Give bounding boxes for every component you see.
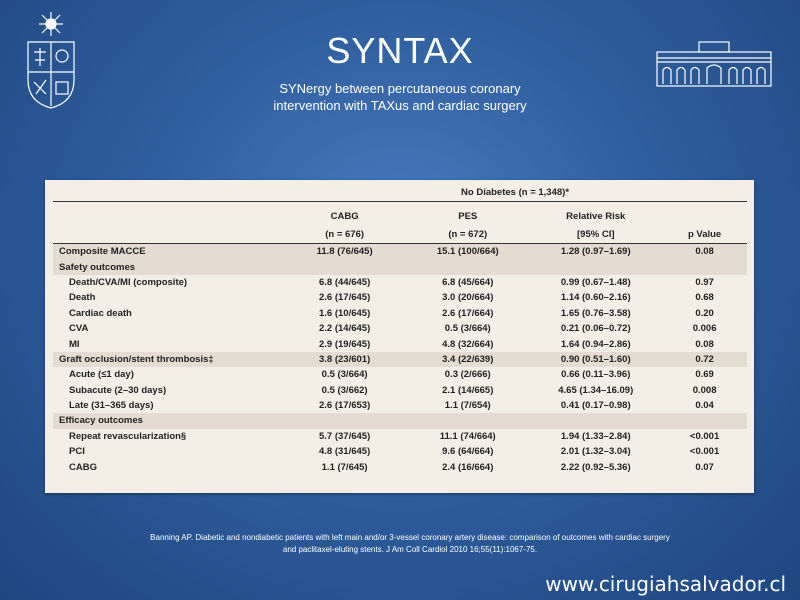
cell-cabg: 2.9 (19/645) [319, 338, 371, 350]
col-header-pes: PES [458, 211, 478, 222]
cell-pes: 9.6 (64/664) [442, 446, 494, 458]
cell-rr: 4.65 (1.34–16.09) [558, 384, 634, 396]
cell-p: 0.68 [695, 292, 714, 304]
section-label: Efficacy outcomes [53, 413, 283, 428]
cell-p: <0.001 [689, 430, 720, 442]
table-section-row [53, 413, 747, 428]
cell-rr: 2.22 (0.92–5.36) [560, 461, 631, 473]
cell-pes: 2.4 (16/664) [442, 461, 494, 473]
row-label: MI [69, 338, 80, 350]
cell-pes: 6.8 (45/664) [442, 276, 494, 288]
table-section-row [53, 259, 747, 274]
cell-cabg: 3.8 (23/601) [283, 352, 406, 367]
cell-cabg [283, 413, 406, 428]
cell-rr: 0.21 (0.06–0.72) [560, 323, 631, 335]
cell-pes: 3.0 (20/664) [442, 292, 494, 304]
table-row [53, 444, 747, 459]
row-label: PCI [69, 446, 85, 458]
cell-cabg: 1.1 (7/645) [321, 461, 368, 473]
table-row [53, 306, 747, 321]
table-row [53, 321, 747, 336]
cell-rr: 1.94 (1.33–2.84) [560, 430, 631, 442]
cell-pes [406, 259, 529, 274]
subtitle-line-1: SYNergy between percutaneous coronary [279, 81, 521, 96]
cell-rr: 1.14 (0.60–2.16) [560, 292, 631, 304]
table-row [53, 367, 747, 382]
row-label: Acute (≤1 day) [69, 369, 134, 381]
subtitle-line-2: intervention with TAXus and cardiac surgery [273, 98, 527, 113]
cell-cabg: 6.8 (44/645) [319, 276, 371, 288]
table-group-header-row [53, 183, 747, 202]
cell-rr: 1.64 (0.94–2.86) [560, 338, 631, 350]
cell-p: 0.008 [692, 384, 717, 396]
table-row [53, 429, 747, 444]
citation-line-1: Banning AP. Diabetic and nondiabetic patients with left main and/or 3-vessel coronary artery disease: comparison of outcomes with cardiac surgery [150, 533, 670, 542]
citation-line-2: and paclitaxel-eluting stents. J Am Coll Cardiol 2010 16;55(11):1067-75. [282, 545, 538, 554]
row-label: Composite MACCE [53, 244, 283, 260]
cell-rr: 2.01 (1.32–3.04) [560, 446, 631, 458]
cell-cabg: 4.8 (31/645) [319, 446, 371, 458]
row-label: Repeat revascularization§ [69, 430, 187, 442]
cell-p: 0.07 [695, 461, 714, 473]
col-subheader-cabg: (n = 676) [283, 225, 406, 244]
cell-cabg: 11.8 (76/645) [283, 244, 406, 260]
cell-rr: 0.41 (0.17–0.98) [560, 400, 631, 412]
table-row [53, 383, 747, 398]
cell-cabg: 1.6 (10/645) [319, 307, 371, 319]
cell-p: 0.72 [662, 352, 747, 367]
cell-pes: 15.1 (100/664) [406, 244, 529, 260]
cell-p: 0.04 [695, 400, 714, 412]
cell-p: <0.001 [689, 446, 720, 458]
cell-p: 0.20 [695, 307, 714, 319]
cell-cabg [283, 259, 406, 274]
cell-p: 0.69 [695, 369, 714, 381]
cell-rr [529, 259, 662, 274]
cell-cabg: 5.7 (37/645) [319, 430, 371, 442]
table-row [53, 398, 747, 413]
cell-rr: 0.90 (0.51–1.60) [529, 352, 662, 367]
cell-cabg: 2.6 (17/653) [319, 400, 371, 412]
col-subheader-pes: (n = 672) [406, 225, 529, 244]
cell-rr: 1.28 (0.97–1.69) [529, 244, 662, 260]
section-label: Safety outcomes [53, 259, 283, 274]
cell-pes: 0.3 (2/666) [444, 369, 491, 381]
table-row [53, 459, 747, 474]
row-label: Death/CVA/MI (composite) [69, 276, 188, 288]
table-header-row-1 [53, 202, 747, 226]
cell-pes: 0.5 (3/664) [444, 323, 491, 335]
cell-pes: 2.1 (14/665) [442, 384, 494, 396]
cell-pes: 1.1 (7/654) [444, 400, 491, 412]
website-url: www.cirugiahsalvador.cl [545, 572, 786, 596]
cell-p [662, 413, 747, 428]
slide-title: SYNTAX [326, 30, 474, 71]
cell-rr: 0.99 (0.67–1.48) [560, 276, 631, 288]
cell-p: 0.006 [692, 323, 717, 335]
col-subheader-ci: [95% CI] [529, 225, 662, 244]
cell-cabg: 0.5 (3/664) [321, 369, 368, 381]
col-header-blank [662, 202, 747, 226]
table-header-row-2 [53, 225, 747, 244]
cell-rr [529, 413, 662, 428]
cell-pes [406, 413, 529, 428]
cell-p: 0.08 [695, 338, 714, 350]
col-header-cabg: CABG [330, 211, 359, 222]
row-label: CABG [69, 461, 97, 473]
citation-caption [70, 532, 750, 556]
cell-pes: 2.6 (17/664) [442, 307, 494, 319]
col-header-relative-risk: Relative Risk [566, 211, 626, 222]
cell-cabg: 0.5 (3/662) [321, 384, 368, 396]
cell-pes: 3.4 (22/639) [406, 352, 529, 367]
col-header-p-value: p Value [662, 225, 747, 244]
outcomes-table [53, 183, 747, 475]
cell-rr: 1.65 (0.76–3.58) [560, 307, 631, 319]
row-label: Late (31–365 days) [69, 400, 154, 412]
cell-pes: 11.1 (74/664) [439, 430, 496, 442]
row-label: Subacute (2–30 days) [69, 384, 167, 396]
cell-cabg: 2.2 (14/645) [319, 323, 371, 335]
cell-rr: 0.66 (0.11–3.96) [561, 369, 631, 381]
row-label: CVA [69, 323, 89, 335]
row-label: Graft occlusion/stent thrombosis‡ [53, 352, 283, 367]
outcomes-table-panel [45, 180, 754, 493]
row-label: Death [69, 292, 96, 304]
table-row [53, 336, 747, 351]
cell-p [662, 259, 747, 274]
cell-p: 0.08 [662, 244, 747, 260]
group-header: No Diabetes (n = 1,348)* [283, 183, 747, 202]
table-row [53, 290, 747, 305]
table-row [53, 352, 747, 367]
table-row [53, 244, 747, 260]
cell-pes: 4.8 (32/664) [442, 338, 494, 350]
cell-cabg: 2.6 (17/645) [319, 292, 371, 304]
cell-p: 0.97 [695, 276, 714, 288]
table-row [53, 275, 747, 290]
row-label: Cardiac death [69, 307, 132, 319]
slide-subtitle [200, 80, 600, 114]
